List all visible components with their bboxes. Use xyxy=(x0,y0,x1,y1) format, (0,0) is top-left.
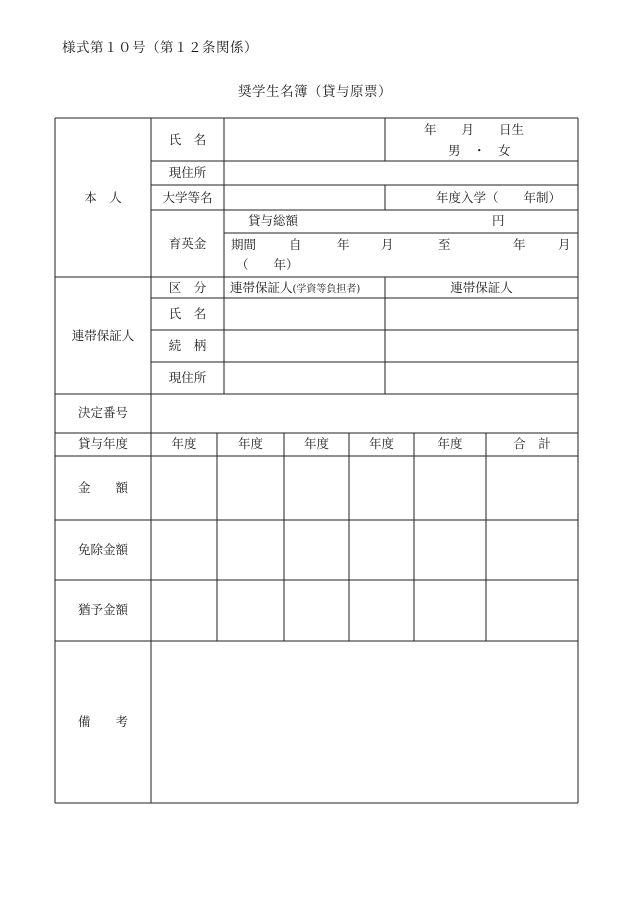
loan-total-unit: 円 xyxy=(492,213,505,228)
loan-year-cell: 年度 xyxy=(237,436,263,451)
deferment-row-label: 猶予金額 xyxy=(77,602,128,617)
loan-total-label: 貸与総額 xyxy=(248,213,299,228)
period-from: 自 xyxy=(289,237,302,252)
period-to: 至 xyxy=(438,237,451,252)
enrollment: 年度入学（ 年制） xyxy=(436,190,562,205)
guarantor-section-label: 連帯保証人 xyxy=(71,328,135,343)
loan-year-cell: 年度 xyxy=(437,436,463,451)
loan-year-cell: 年度 xyxy=(368,436,394,451)
period-years: （ 年） xyxy=(236,257,299,272)
amount-row-label: 金 額 xyxy=(77,480,128,495)
guarantor-other-header: 連帯保証人 xyxy=(450,280,513,295)
guarantor-relation-label: 続 柄 xyxy=(168,338,207,353)
document-title: 奨学生名簿（貸与原票） xyxy=(238,84,392,100)
remarks-label: 備 考 xyxy=(77,714,128,729)
scholarship-label: 育英金 xyxy=(168,236,207,251)
guarantor-category-label: 区 分 xyxy=(168,280,207,295)
guarantor-name-label: 氏 名 xyxy=(168,306,207,321)
decision-number-label: 決定番号 xyxy=(77,405,128,420)
form-number: 様式第１０号（第１２条関係） xyxy=(62,40,258,56)
gender: 男 ・ 女 xyxy=(448,143,511,158)
loan-year-cell: 年度 xyxy=(303,436,329,451)
exemption-row-label: 免除金額 xyxy=(77,542,128,557)
loan-total-header: 合 計 xyxy=(513,436,551,451)
period-from-year: 年 xyxy=(337,237,350,252)
guarantor-address-label: 現住所 xyxy=(168,370,207,385)
guarantor-parent-label: 連帯保証人 xyxy=(230,280,293,295)
period-label: 期間 xyxy=(231,237,257,252)
person-section-label: 本 人 xyxy=(84,190,122,205)
loan-year-cell: 年度 xyxy=(171,436,197,451)
guarantor-parent-note: (学資等負担者) xyxy=(292,284,361,295)
birth-date: 年 月 日生 xyxy=(424,122,525,137)
university-label: 大学等名 xyxy=(162,190,213,205)
person-name-label: 氏 名 xyxy=(168,132,207,147)
guarantor-parent-header xyxy=(230,280,360,298)
period-from-month: 月 xyxy=(381,237,394,252)
period-to-month: 月 xyxy=(558,237,571,252)
period-to-year: 年 xyxy=(513,237,526,252)
person-address-label: 現住所 xyxy=(168,165,207,180)
loan-year-label: 貸与年度 xyxy=(77,436,128,451)
